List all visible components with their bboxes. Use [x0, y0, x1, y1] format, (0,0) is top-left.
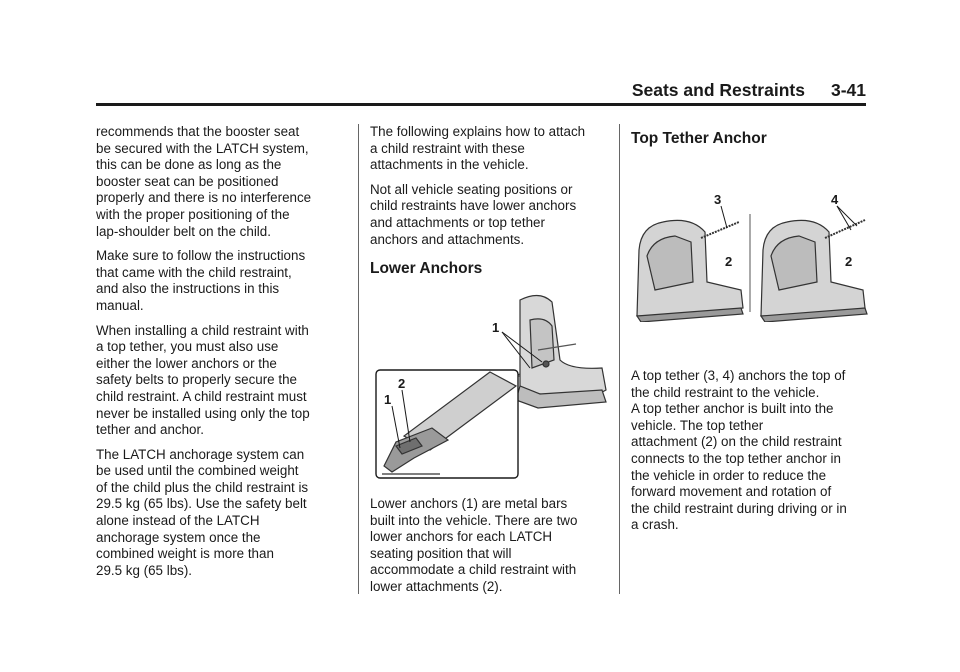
callout-label: 1 [384, 392, 392, 407]
section-title: Seats and Restraints [631, 80, 805, 100]
column-divider [619, 124, 620, 594]
paragraph: Make sure to follow the instructions that came with the child restraint, and also the instructions in this manual. [96, 248, 306, 313]
header-rule [96, 103, 866, 106]
column-2 [370, 124, 610, 256]
callout-label: 3 [714, 192, 722, 207]
paragraph: When installing a child restraint with a top tether, you must also use either the lower anchors or the safety belts to properly secure the child restraint. A child restraint must never be installed using only the top tether and anchor. [96, 322, 310, 438]
page-number: 3-41 [830, 80, 866, 100]
lower-anchors-illustration [370, 290, 610, 486]
callout-label: 4 [831, 192, 839, 207]
paragraph: The following explains how to attach a child restraint with these attachments in the vehicle. [370, 124, 586, 173]
callout-label: 1 [492, 320, 500, 335]
callout-label: 2 [845, 254, 853, 269]
paragraph: recommends that the booster seat be secured with the LATCH system, this can be done as long as the booster seat can be positioned properly and there is no interference with the proper positioning of the lap-shoulder belt on the child. [96, 124, 312, 239]
lower-anchors-heading: Lower Anchors [370, 260, 483, 277]
column-1 [96, 124, 352, 587]
lower-anchors-caption: Lower anchors (1) are metal bars built into the vehicle. There are two lower anchors for each LATCH seating position that will accommodate a child restraint with lower attachments (2). [370, 496, 578, 594]
child-seat-left [637, 220, 743, 322]
paragraph: The LATCH anchorage system can be used until the combined weight of the child plus the child restraint is 29.5 kg (65 lbs). Use the safety belt alone instead of the LATCH anchorage system once the combined weight is more than 29.5 kg (65 lbs). [96, 446, 309, 578]
callout-label: 2 [398, 376, 406, 391]
column-divider [358, 124, 359, 594]
child-seat-right [761, 220, 867, 322]
top-tether-illustration [631, 186, 871, 322]
top-tether-heading: Top Tether Anchor [631, 130, 767, 147]
child-seat-drawing [516, 295, 606, 408]
paragraph: Not all vehicle seating positions or child restraints have lower anchors and attachments or top tether anchors and attachments. [370, 181, 577, 247]
callout-label: 2 [725, 254, 733, 269]
top-tether-caption: A top tether (3, 4) anchors the top of the child restraint to the vehicle. A top tether anchor is built into the vehicle. The top tether attachment (2) on the child restraint connects to the top tether anchor in the vehicle in order to reduce the forward movement and rotation of the child restraint during driving or in a crash. [631, 368, 847, 533]
